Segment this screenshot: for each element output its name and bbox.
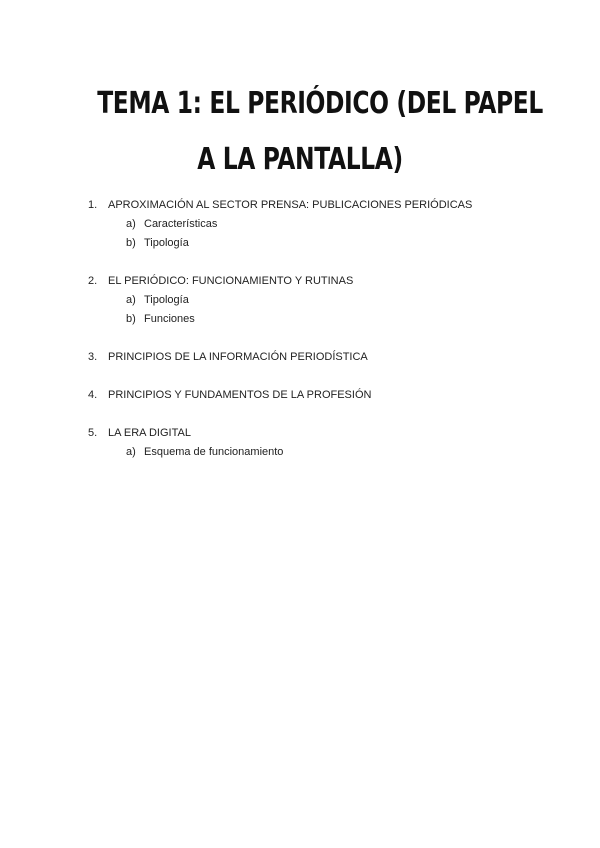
subitem-letter: b)	[126, 313, 136, 325]
toc-section-4	[88, 386, 558, 405]
toc-section-5	[88, 424, 558, 462]
subitem-label: Características	[144, 218, 218, 230]
subitem-letter: a)	[126, 218, 136, 230]
item-label: APROXIMACIÓN AL SECTOR PRENSA: PUBLICACIONES PERIÓDICAS	[108, 199, 473, 211]
title-line-1: TEMA 1: EL PERIÓDICO (DEL PAPEL	[97, 86, 543, 121]
item-label: LA ERA DIGITAL	[108, 427, 191, 439]
page-title	[97, 76, 543, 188]
subitem-label: Esquema de funcionamiento	[144, 446, 284, 458]
title-line-2: A LA PANTALLA)	[197, 142, 403, 177]
subitem-letter: a)	[126, 446, 136, 458]
item-number: 2.	[88, 275, 98, 287]
toc-subitem	[88, 234, 558, 253]
toc-section-1	[88, 196, 558, 253]
subitem-label: Funciones	[144, 313, 195, 325]
toc-subitem	[88, 443, 558, 462]
toc-subitem	[88, 215, 558, 234]
item-label: PRINCIPIOS Y FUNDAMENTOS DE LA PROFESIÓN	[108, 389, 372, 401]
subitem-letter: a)	[126, 294, 136, 306]
item-number: 1.	[88, 199, 98, 211]
item-number: 3.	[88, 351, 98, 363]
item-number: 4.	[88, 389, 98, 401]
toc-section-2	[88, 272, 558, 329]
toc-item	[88, 196, 558, 215]
toc-subitem	[88, 291, 558, 310]
toc-item	[88, 424, 558, 443]
item-label: PRINCIPIOS DE LA INFORMACIÓN PERIODÍSTICA	[108, 351, 368, 363]
subitem-label: Tipología	[144, 237, 189, 249]
toc-section-3	[88, 348, 558, 367]
toc-item	[88, 348, 558, 367]
toc-subitem	[88, 310, 558, 329]
item-label: EL PERIÓDICO: FUNCIONAMIENTO Y RUTINAS	[108, 275, 354, 287]
toc-item	[88, 386, 558, 405]
table-of-contents	[88, 196, 558, 481]
item-number: 5.	[88, 427, 98, 439]
subitem-letter: b)	[126, 237, 136, 249]
subitem-label: Tipología	[144, 294, 189, 306]
toc-item	[88, 272, 558, 291]
